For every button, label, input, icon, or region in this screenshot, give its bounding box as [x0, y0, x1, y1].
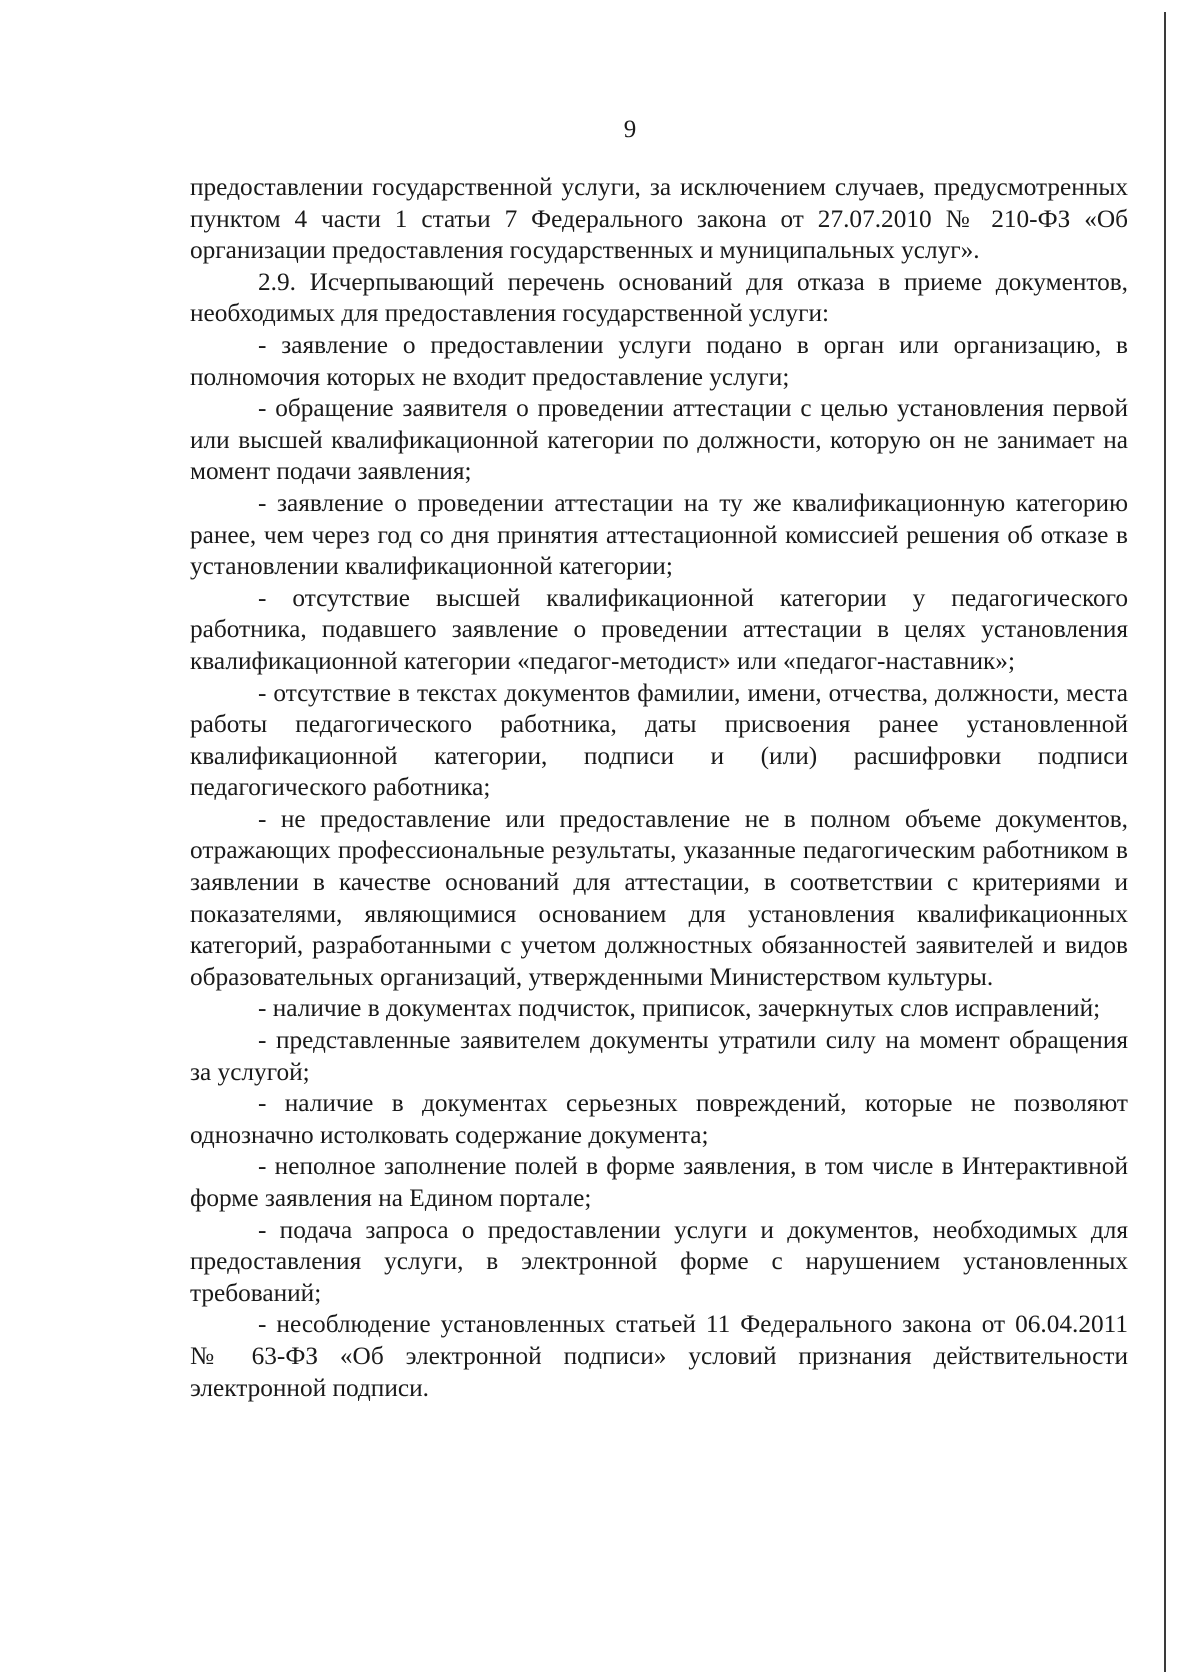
section-heading-2-9: 2.9. Исчерпывающий перечень оснований для отказа в приеме документов, необходимых для предоставления государственной услуги:: [190, 267, 1128, 328]
list-item: - заявление о предоставлении услуги подано в орган или организацию, в полномочия которых не входит предоставление услуги;: [190, 330, 1128, 391]
scan-edge-line: [1164, 12, 1166, 1672]
list-item: - несоблюдение установленных статьей 11 Федерального закона от 06.04.2011 № 63-ФЗ «Об электронной подписи» условий признания действительности электронной подписи.: [190, 1310, 1128, 1402]
list-item: - не предоставление или предоставление не в полном объеме документов, отражающих профессиональные результаты, указанные педагогическим работником в заявлении в качестве оснований для аттестации, в соответствии с критериями и показателями, являющимися основанием для установления квалификационных категорий, разработанными с учетом должностных обязанностей заявителей и видов образовательных организаций, утвержденными Министерством культуры.: [190, 804, 1128, 991]
list-item: - подача запроса о предоставлении услуги и документов, необходимых для предоставления услуги, в электронной форме с нарушением установленных требований;: [190, 1215, 1128, 1307]
page-number: 9: [623, 116, 637, 143]
paragraph-continuation: предоставлении государственной услуги, за исключением случаев, предусмотренных пунктом 4 части 1 статьи 7 Федерального закона от 27.07.2010 № 210-ФЗ «Об организации предоставления государственных и муниципальных услуг».: [190, 173, 1128, 265]
list-item: - обращение заявителя о проведении аттестации с целью установления первой или высшей квалификационной категории по должности, которую он не занимает на момент подачи заявления;: [190, 394, 1128, 486]
list-item: - наличие в документах серьезных повреждений, которые не позволяют однозначно истолковать содержание документа;: [190, 1089, 1128, 1149]
list-item: - наличие в документах подчисток, приписок, зачеркнутых слов исправлений;: [258, 994, 1101, 1023]
document-body: [190, 172, 1128, 1404]
list-item: - неполное заполнение полей в форме заявления, в том числе в Интерактивной форме заявления на Едином портале;: [190, 1152, 1128, 1212]
list-item: - заявление о проведении аттестации на ту же квалификационную категорию ранее, чем через год со дня принятия аттестационной комиссией решения об отказе в установлении квалификационной категории;: [190, 488, 1128, 581]
list-item: - отсутствие в текстах документов фамилии, имени, отчества, должности, места работы педагогического работника, даты присвоения ранее установленной квалификационной категории, подписи и (или) расшифровки подписи педагогического работника;: [190, 678, 1128, 802]
list-item: - представленные заявителем документы утратили силу на момент обращения за услугой;: [190, 1026, 1128, 1086]
list-item: - отсутствие высшей квалификационной категории у педагогического работника, подавшего заявление о проведении аттестации в целях установления квалификационной категории «педагог-методист» или «педагог-наставник»;: [190, 583, 1128, 675]
